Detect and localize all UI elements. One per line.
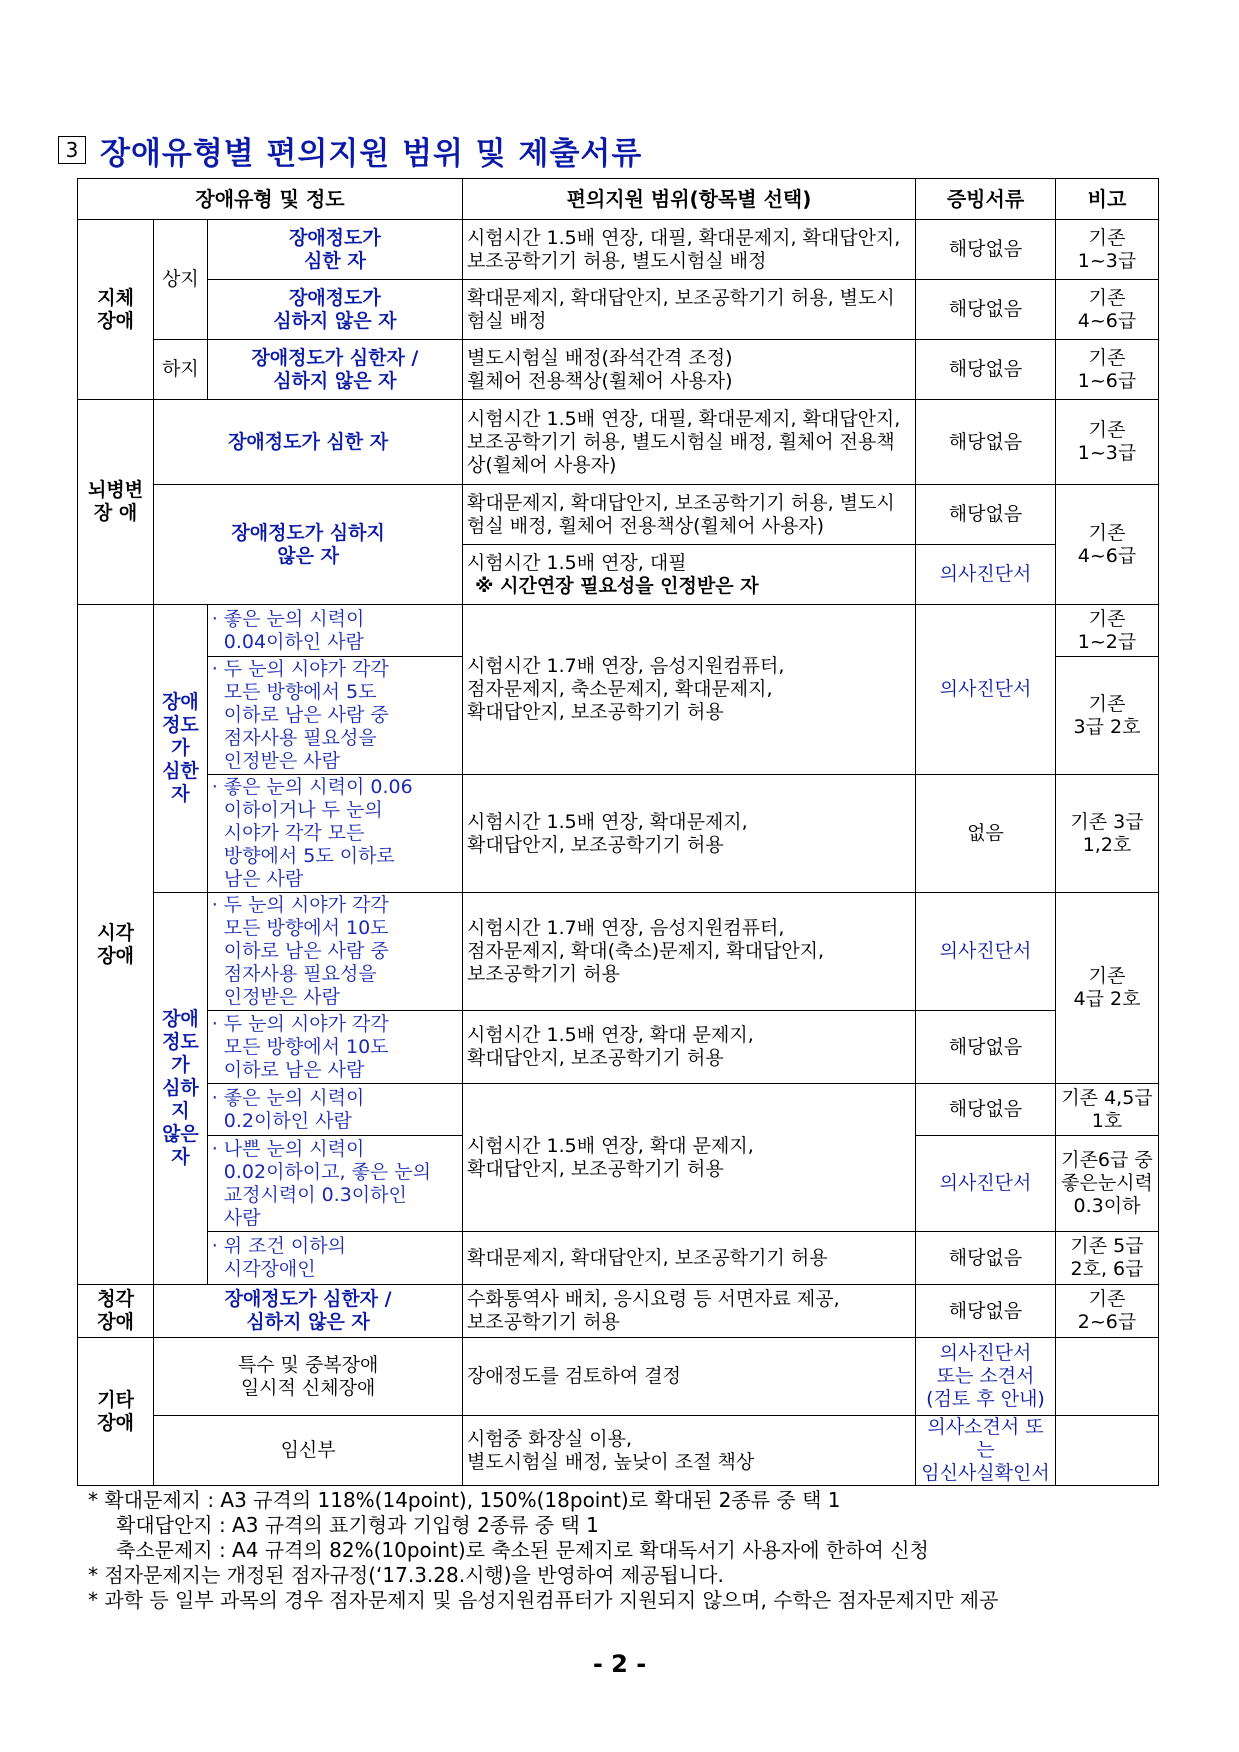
header-range: 편의지원 범위(항목별 선택) xyxy=(463,179,916,220)
range-cell: 시험시간 1.5배 연장, 확대문제지, 확대답안지, 보조공학기기 허용 xyxy=(463,775,916,893)
note-cell: 기존 4~6급 xyxy=(1056,485,1159,605)
header-note: 비고 xyxy=(1056,179,1159,220)
doc-cell: 해당없음 xyxy=(916,485,1056,545)
page-number: - 2 - xyxy=(592,1650,647,1678)
range-cell: 시험시간 1.5배 연장, 대필, 확대문제지, 확대답안지, 보조공학기기 허용, 별도시험실 배정 xyxy=(463,220,916,280)
table-row xyxy=(78,893,1159,1011)
criteria-cell: · 두 눈의 시야가 각각 모든 방향에서 10도 이하로 남은 사람 중 점자사용 필요성을 인정받은 사람 xyxy=(207,893,462,1011)
doc-cell: 의사소견서 또는 임신사실확인서 xyxy=(916,1416,1056,1486)
table-row xyxy=(78,1232,1159,1285)
degree-cell: 장애정도가 심한 자 xyxy=(207,220,462,280)
section-number-box: 3 xyxy=(58,136,86,164)
footnote: * 점자문제지는 개정된 점자규정(‘17.3.28.시행)을 반영하여 제공됩니다. xyxy=(88,1563,724,1587)
section-title xyxy=(58,126,642,174)
note-cell: 기존 1~2급 xyxy=(1056,605,1159,657)
range-cell: 시험중 화장실 이용, 별도시험실 배정, 높낮이 조절 책상 xyxy=(463,1416,916,1486)
note-cell: 기존 2~6급 xyxy=(1056,1285,1159,1338)
degree-cell: 장애정도가 심한자 / 심하지 않은 자 xyxy=(154,1285,463,1338)
degree-cell: 장애정도가 심한자 / 심하지 않은 자 xyxy=(207,340,462,400)
footnote: * 확대문제지 : A3 규격의 118%(14point), 150%(18point)로 확대된 2종류 중 택 1 xyxy=(88,1488,841,1512)
criteria-cell: · 좋은 눈의 시력이 0.04이하인 사람 xyxy=(207,605,462,657)
note-cell: 기존 1~3급 xyxy=(1056,220,1159,280)
range-cell: 확대문제지, 확대답안지, 보조공학기기 허용, 별도시험실 배정, 휠체어 전용책상(휠체어 사용자) xyxy=(463,485,916,545)
header-docs: 증빙서류 xyxy=(916,179,1056,220)
range-cell: 시험시간 1.7배 연장, 음성지원컴퓨터, 점자문제지, 축소문제지, 확대문제지, 확대답안지, 보조공학기기 허용 xyxy=(463,605,916,775)
table-row xyxy=(78,1338,1159,1416)
note-cell: 기존6급 중 좋은눈시력 0.3이하 xyxy=(1056,1136,1159,1232)
doc-cell: 의사진단서 xyxy=(916,1136,1056,1232)
table-row xyxy=(78,340,1159,400)
doc-cell: 해당없음 xyxy=(916,1084,1056,1136)
sub-upper-limb: 상지 xyxy=(154,220,208,340)
table-row xyxy=(78,605,1159,657)
table-row xyxy=(78,280,1159,340)
doc-cell: 의사진단서 xyxy=(916,605,1056,775)
degree-cell: 장애 정도가 심하지 않은 자 xyxy=(154,893,208,1285)
criteria-cell: · 좋은 눈의 시력이 0.06 이하이거나 두 눈의 시야가 각각 모든 방향에서 5도 이하로 남은 사람 xyxy=(207,775,462,893)
table-row xyxy=(78,1285,1159,1338)
range-cell: 시험시간 1.5배 연장, 확대 문제지, 확대답안지, 보조공학기기 허용 xyxy=(463,1011,916,1084)
doc-cell: 없음 xyxy=(916,775,1056,893)
range-cell: 확대문제지, 확대답안지, 보조공학기기 허용, 별도시험실 배정 xyxy=(463,280,916,340)
table-header-row xyxy=(78,179,1159,220)
degree-cell: 장애 정도가 심한 자 xyxy=(154,605,208,893)
degree-cell: 임신부 xyxy=(154,1416,463,1486)
table-row xyxy=(78,400,1159,485)
note-cell: 기존 1~6급 xyxy=(1056,340,1159,400)
table-row xyxy=(78,775,1159,893)
table-row xyxy=(78,1416,1159,1486)
support-table xyxy=(77,178,1159,1486)
range-cell: 확대문제지, 확대답안지, 보조공학기기 허용 xyxy=(463,1232,916,1285)
note-cell xyxy=(1056,1416,1159,1486)
note-cell: 기존 4~6급 xyxy=(1056,280,1159,340)
doc-cell: 의사진단서 xyxy=(916,545,1056,605)
range-cell: 장애정도를 검토하여 결정 xyxy=(463,1338,916,1416)
criteria-cell: · 나쁜 눈의 시력이 0.02이하이고, 좋은 눈의 교정시력이 0.3이하인 사람 xyxy=(207,1136,462,1232)
criteria-cell: · 좋은 눈의 시력이 0.2이하인 사람 xyxy=(207,1084,462,1136)
range-text: 시험시간 1.5배 연장, 대필 xyxy=(467,551,687,574)
doc-cell: 의사진단서 또는 소견서 (검토 후 안내) xyxy=(916,1338,1056,1416)
section-title-text: 장애유형별 편의지원 범위 및 제출서류 xyxy=(100,135,643,172)
category-physical: 지체 장애 xyxy=(78,220,154,400)
criteria-cell: · 두 눈의 시야가 각각 모든 방향에서 10도 이하로 남은 사람 xyxy=(207,1011,462,1084)
note-cell: 기존 1~3급 xyxy=(1056,400,1159,485)
doc-cell: 의사진단서 xyxy=(916,893,1056,1011)
category-other: 기타 장애 xyxy=(78,1338,154,1486)
table-row xyxy=(78,485,1159,545)
category-brain: 뇌병변 장 애 xyxy=(78,400,154,605)
doc-cell: 해당없음 xyxy=(916,1232,1056,1285)
note-cell: 기존 3급 2호 xyxy=(1056,657,1159,775)
range-cell: 시험시간 1.7배 연장, 음성지원컴퓨터, 점자문제지, 확대(축소)문제지, 확대답안지, 보조공학기기 허용 xyxy=(463,893,916,1011)
doc-cell: 해당없음 xyxy=(916,1011,1056,1084)
category-hearing: 청각 장애 xyxy=(78,1285,154,1338)
criteria-cell: · 위 조건 이하의 시각장애인 xyxy=(207,1232,462,1285)
range-remark: ※ 시간연장 필요성을 인정받은 자 xyxy=(475,574,759,597)
table-row xyxy=(78,1084,1159,1136)
degree-cell: 장애정도가 심하지 않은 자 xyxy=(207,280,462,340)
range-cell: 별도시험실 배정(좌석간격 조정) 휠체어 전용책상(휠체어 사용자) xyxy=(463,340,916,400)
sub-lower-limb: 하지 xyxy=(154,340,208,400)
degree-cell: 특수 및 중복장애 일시적 신체장애 xyxy=(154,1338,463,1416)
criteria-cell: · 두 눈의 시야가 각각 모든 방향에서 5도 이하로 남은 사람 중 점자사용 필요성을 인정받은 사람 xyxy=(207,657,462,775)
header-type: 장애유형 및 정도 xyxy=(78,179,463,220)
table-row xyxy=(78,220,1159,280)
footnote: 축소문제지 : A4 규격의 82%(10point)로 축소된 문제지로 확대독서기 사용자에 한하여 신청 xyxy=(116,1538,929,1562)
note-cell: 기존 3급 1,2호 xyxy=(1056,775,1159,893)
doc-cell: 해당없음 xyxy=(916,280,1056,340)
range-cell: 시험시간 1.5배 연장, 대필, 확대문제지, 확대답안지, 보조공학기기 허용, 별도시험실 배정, 휠체어 전용책상(휠체어 사용자) xyxy=(463,400,916,485)
range-cell xyxy=(463,545,916,605)
footnote: * 과학 등 일부 과목의 경우 점자문제지 및 음성지원컴퓨터가 지원되지 않으며, 수학은 점자문제지만 제공 xyxy=(88,1588,999,1612)
doc-cell: 해당없음 xyxy=(916,220,1056,280)
degree-cell: 장애정도가 심하지 않은 자 xyxy=(154,485,463,605)
doc-cell: 해당없음 xyxy=(916,1285,1056,1338)
category-visual: 시각 장애 xyxy=(78,605,154,1285)
range-cell: 수화통역사 배치, 응시요령 등 서면자료 제공, 보조공학기기 허용 xyxy=(463,1285,916,1338)
footnote: 확대답안지 : A3 규격의 표기형과 기입형 2종류 중 택 1 xyxy=(116,1513,599,1537)
doc-cell: 해당없음 xyxy=(916,400,1056,485)
range-cell: 시험시간 1.5배 연장, 확대 문제지, 확대답안지, 보조공학기기 허용 xyxy=(463,1084,916,1232)
footnotes xyxy=(88,1488,1198,1613)
note-cell: 기존 4급 2호 xyxy=(1056,893,1159,1084)
doc-cell: 해당없음 xyxy=(916,340,1056,400)
note-cell xyxy=(1056,1338,1159,1416)
note-cell: 기존 4,5급 1호 xyxy=(1056,1084,1159,1136)
note-cell: 기존 5급 2호, 6급 xyxy=(1056,1232,1159,1285)
table-row xyxy=(78,1011,1159,1084)
degree-cell: 장애정도가 심한 자 xyxy=(154,400,463,485)
